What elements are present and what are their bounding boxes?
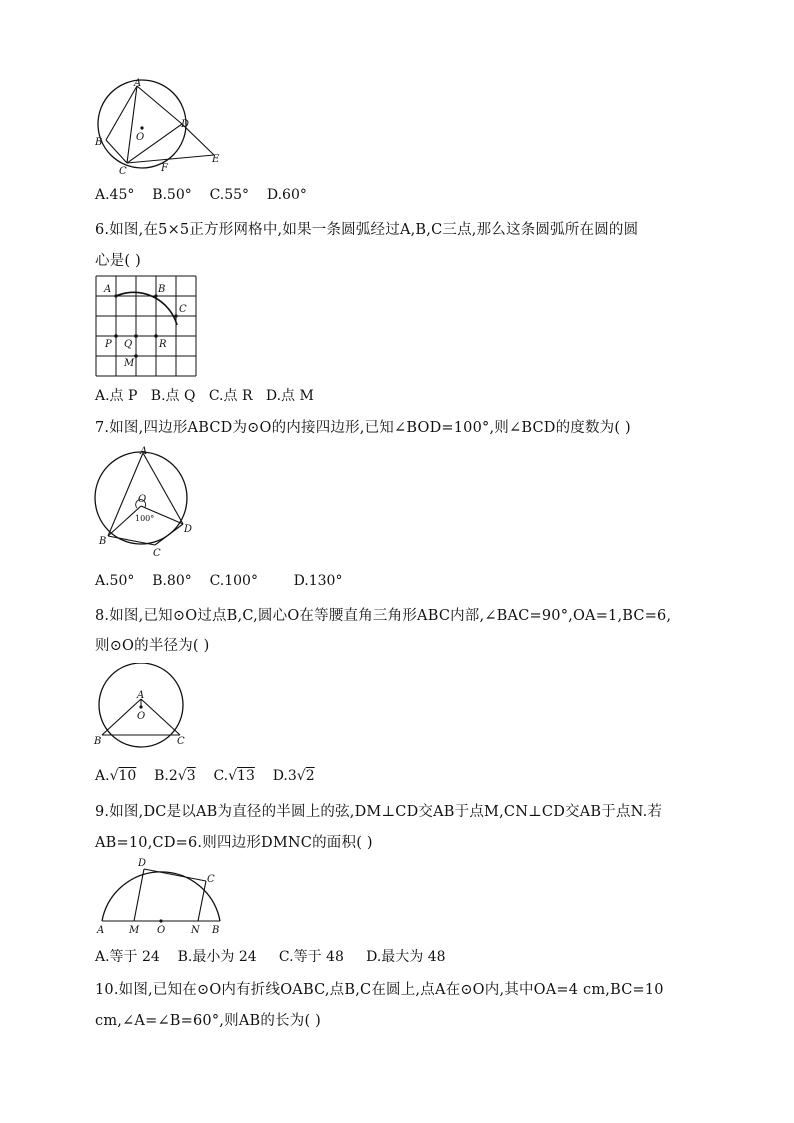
q7-options: [95, 573, 342, 589]
q6-label-a: A: [104, 284, 112, 295]
q9-label-m: M: [129, 925, 140, 936]
q7-label-c: C: [153, 548, 161, 559]
q8-option-a: A.√10: [95, 768, 137, 784]
q5-label-b: B: [95, 137, 103, 148]
q6-option-c: C.点 R: [208, 388, 253, 404]
q6-stem-line1: 6.如图,在5×5正方形网格中,如果一条圆弧经过A,B,C三点,那么这条圆弧所在圆的圆: [95, 222, 639, 238]
q8-option-b: B.2√3: [154, 768, 196, 784]
q9-label-o: O: [157, 925, 166, 936]
q5-figure: [92, 78, 227, 178]
q8-label-b: B: [94, 736, 102, 747]
q5-options: [95, 187, 307, 203]
q9-label-n: N: [191, 925, 200, 936]
q5-label-c: C: [119, 166, 127, 177]
q6-label-c: C: [179, 304, 187, 315]
q7-option-a: A.50°: [95, 573, 135, 589]
q8-label-c: C: [177, 736, 185, 747]
q9-label-d: D: [138, 858, 147, 869]
q8-stem-line1: 8.如图,已知⊙O过点B,C,圆心O在等腰直角三角形ABC内部,∠BAC=90°,OA=1,BC=6,: [95, 608, 672, 624]
q5-seg: [137, 86, 182, 124]
q5-center-dot: [140, 126, 143, 129]
q5-label-e: E: [212, 154, 220, 165]
q9-options: [95, 946, 446, 966]
q9-label-a: A: [97, 925, 105, 936]
q6-arc: [116, 292, 177, 325]
q8-label-o: O: [137, 711, 146, 722]
q5-seg: [106, 86, 137, 140]
q7-angle-label: 100°: [135, 514, 155, 523]
q5-label-a: A: [134, 78, 142, 89]
q9-option-a: A.等于 24: [95, 949, 160, 965]
q8-label-a: A: [137, 690, 145, 701]
q5-seg: [127, 155, 214, 163]
q6-label-r: R: [159, 339, 167, 350]
q6-point-r: [154, 334, 158, 338]
q9-label-c: C: [207, 874, 215, 885]
q6-option-a: A.点 P: [95, 388, 138, 404]
q9-stem-line2: AB=10,CD=6.则四边形DMNC的面积( ): [95, 835, 373, 851]
q5-label-f: F: [161, 163, 168, 174]
q5-label-d: D: [181, 119, 190, 130]
q7-label-b: B: [99, 536, 107, 547]
q6-grid-figure: [95, 275, 197, 377]
q6-stem-line2: 心是( ): [95, 253, 141, 269]
q9-option-c: C.等于 48: [278, 949, 344, 965]
q5-option-a: A.45°: [95, 187, 135, 203]
q6-option-d: D.点 M: [265, 388, 314, 404]
q6-label-q: Q: [124, 339, 133, 350]
q8-figure: [92, 663, 192, 749]
q5-option-c: C.55°: [209, 187, 250, 203]
q6-label-p: P: [105, 339, 112, 350]
q7-stem-line1: 7.如图,四边形ABCD为⊙O的内接四边形,已知∠BOD=100°,则∠BCD的度数为( ): [95, 420, 631, 436]
q6-options: [95, 385, 314, 405]
q9-option-b: B.最小为 24: [177, 949, 257, 965]
q7-figure: [93, 444, 199, 560]
q7-option-c: C.100°: [209, 573, 258, 589]
q10-stem-line1: 10.如图,已知在⊙O内有折线OABC,点B,C在圆上,点A在⊙O内,其中OA=4 cm,BC=10: [95, 982, 664, 998]
q6-point-m: [134, 354, 138, 358]
q5-seg: [127, 124, 182, 163]
q8-option-c: C.√13: [213, 768, 255, 784]
q5-seg: [127, 86, 137, 163]
q7-label-o: O: [138, 494, 147, 505]
q9-stem-line1: 9.如图,DC是以AB为直径的半圆上的弦,DM⊥CD交AB于点M,CN⊥CD交AB于点N.若: [95, 804, 663, 820]
q5-circle: [98, 80, 186, 168]
q8-options: [95, 768, 315, 784]
q6-point-q: [134, 334, 138, 338]
q6-option-b: B.点 Q: [150, 388, 196, 404]
q9-label-b: B: [212, 925, 220, 936]
q9-option-d: D.最大为 48: [366, 949, 446, 965]
q7-option-d: D.130°: [293, 573, 343, 589]
q5-option-b: B.50°: [152, 187, 192, 203]
q6-label-m: M: [124, 358, 135, 369]
q7-label-a: A: [140, 446, 148, 457]
q7-label-d: D: [184, 524, 193, 535]
q10-stem-line2: cm,∠A=∠B=60°,则AB的长为( ): [95, 1013, 321, 1029]
q7-option-b: B.80°: [152, 573, 192, 589]
q9-figure: [94, 855, 228, 939]
q8-stem-line2: 则⊙O的半径为( ): [95, 638, 210, 654]
q8-option-d: D.3√2: [272, 768, 315, 784]
q6-label-b: B: [158, 284, 166, 295]
q5-label-o: O: [136, 132, 145, 143]
q5-option-d: D.60°: [266, 187, 307, 203]
q6-point-p: [114, 334, 118, 338]
